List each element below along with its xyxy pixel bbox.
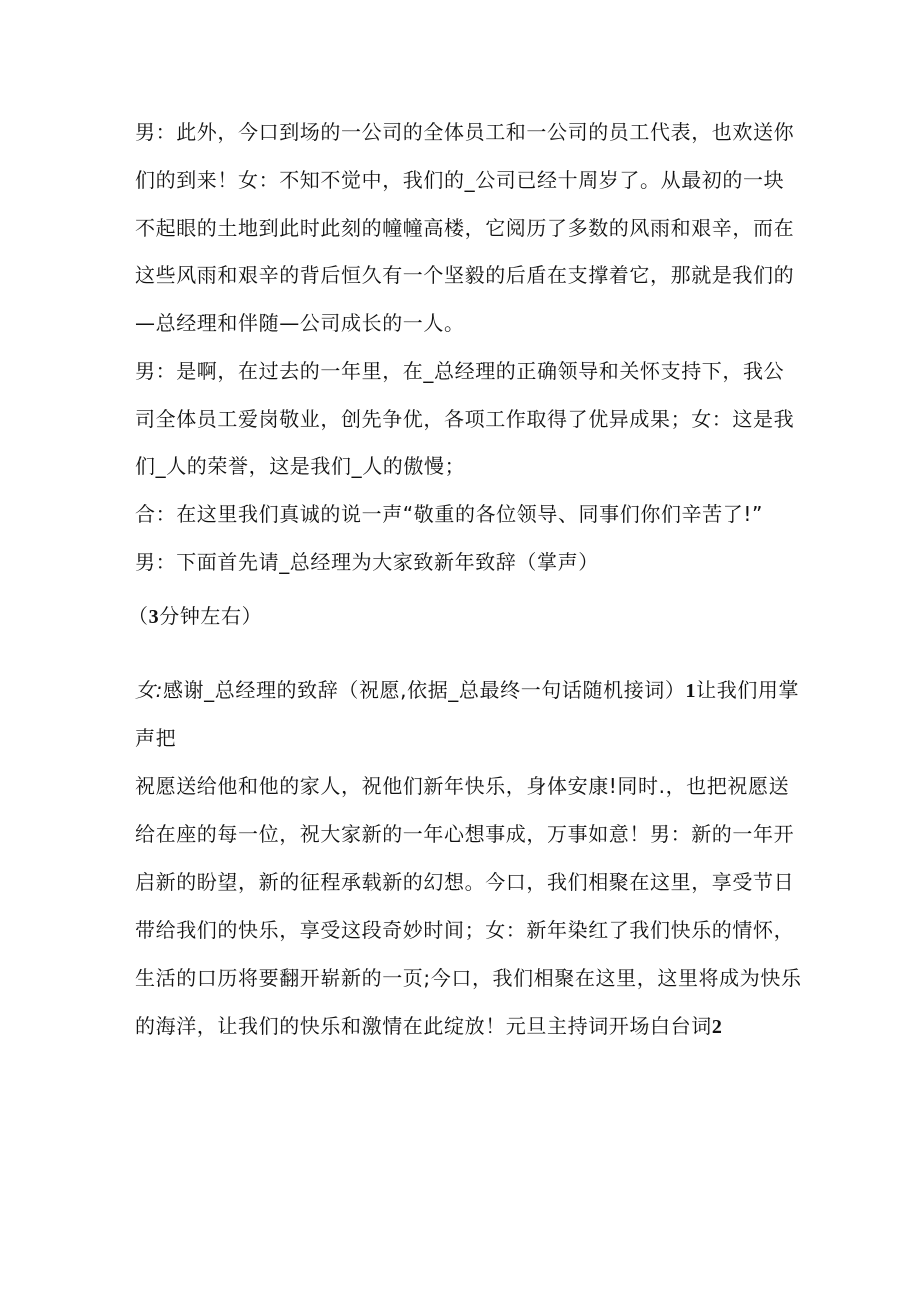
timing-note: [128, 602, 262, 631]
text-line: 男：此外，今口到场的一公司的全体员工和一公司的员工代表，也欢送你: [135, 120, 795, 144]
timing-open: （: [128, 604, 149, 628]
timing-number: 3: [148, 606, 160, 628]
text-line: 司全体员工爱岗敬业，创先争优，各项工作取得了优异成果；女：这是我: [135, 407, 795, 431]
text-line: 男：是啊，在过去的一年里，在_总经理的正确领导和关怀支持下，我公: [135, 359, 785, 383]
text-line-together: 合：在这里我们真诚的说一声“敬重的各位领导、同事们你们辛苦了!”: [135, 502, 763, 526]
last-line: [135, 1012, 722, 1041]
thanks-line: [135, 676, 799, 705]
text-line: 启新的盼望，新的征程承载新的幻想。今口，我们相聚在这里，享受节日: [135, 870, 795, 894]
last-line-number: 2: [711, 1016, 723, 1038]
text-line: 这些风雨和艰辛的背后恒久有一个坚毅的后盾在支撑着它，那就是我们的: [135, 263, 795, 287]
thanks-speaker: 女:: [135, 678, 163, 702]
text-line: 们的到来！女：不知不觉中，我们的_公司已经十周岁了。从最初的一块: [135, 168, 785, 192]
text-line: 生活的口历将要翻开崭新的一页;今口，我们相聚在这里，这里将成为快乐: [135, 966, 802, 990]
text-line-announce: 男：下面首先请_总经理为大家致新年致辞（掌声）: [135, 550, 599, 574]
text-line: 们_人的荣誉，这是我们_人的傲慢；: [135, 454, 466, 478]
text-line: 声把: [135, 726, 177, 750]
last-line-text: 的海洋，让我们的快乐和激情在此绽放！元旦主持词开场白台词: [135, 1014, 712, 1038]
text-line: 祝愿送给他和他的家人，祝他们新年快乐，身体安康!同时.，也把祝愿送: [135, 774, 790, 798]
timing-rest: 分钟左右）: [159, 604, 263, 628]
thanks-number: 1: [685, 680, 697, 702]
text-line: 不起眼的土地到此时此刻的幢幢高楼，它阅历了多数的风雨和艰辛，而在: [135, 216, 795, 240]
text-line: —总经理和伴随—公司成长的一人。: [135, 311, 465, 335]
text-line: 带给我们的快乐，享受这段奇妙时间；女：新年染红了我们快乐的情怀，: [135, 918, 795, 942]
text-line: 给在座的每一位，祝大家新的一年心想事成，万事如意！男：新的一年开: [135, 822, 795, 846]
thanks-text: 感谢_总经理的致辞（祝愿,依据_总最终一句话随机接词）: [162, 678, 686, 702]
thanks-tail: 让我们用掌: [696, 678, 800, 702]
